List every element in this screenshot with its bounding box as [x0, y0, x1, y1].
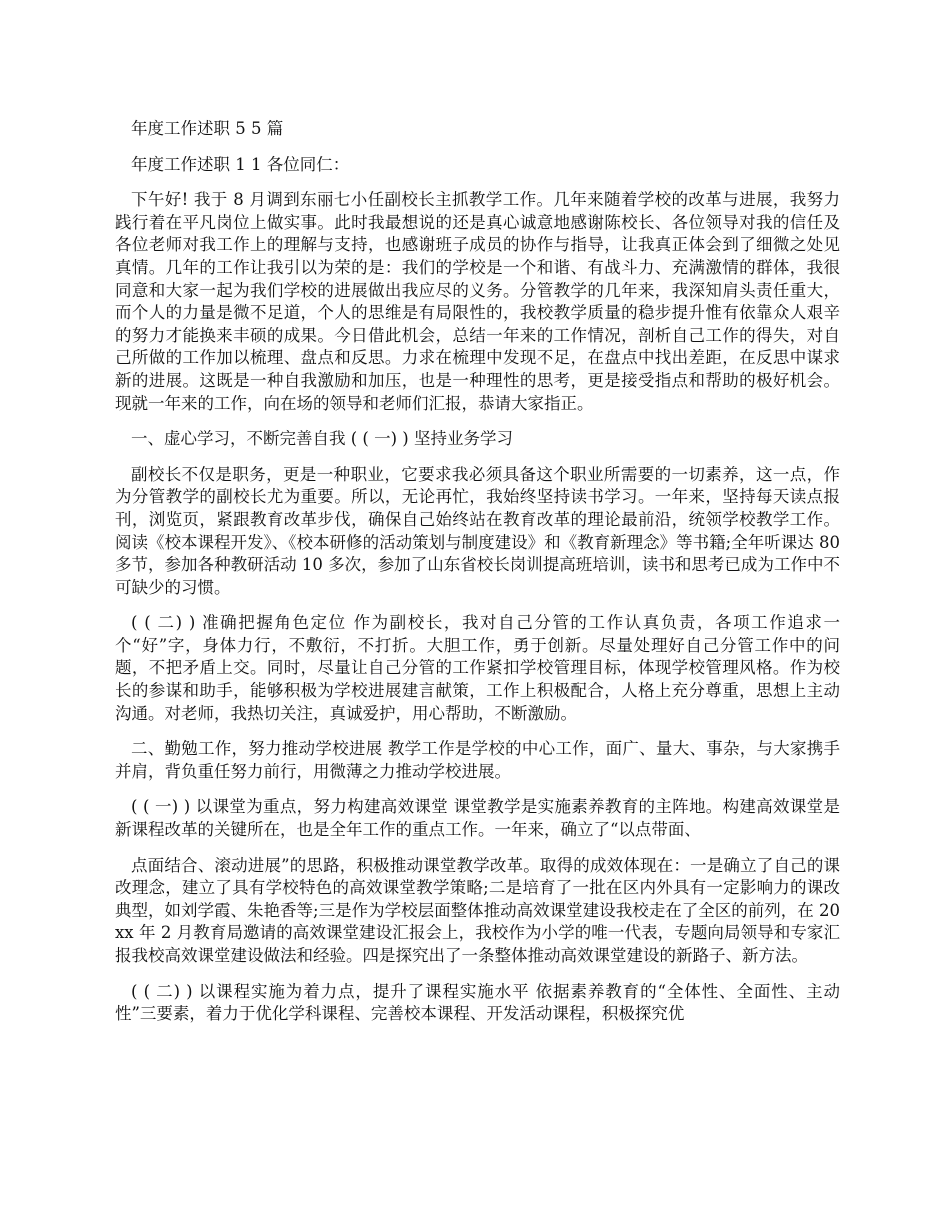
- intro-paragraph: 下午好! 我于 8 月调到东丽七小任副校长主抓教学工作。几年来随着学校的改革与进展，我努力践行着在平凡岗位上做实事。此时我最想说的还是真心诚意地感谢陈校长、各位领导对我的信任及各位老师对我工作上的理解与支持，也感谢班子成员的协作与指导，让我真正体会到了细微之处见真情。几年的工作让我引以为荣的是：我们的学校是一个和谐、有战斗力、充满激情的群体，我很同意和大家一起为我们学校的进展做出我应尽的义务。分管教学的几年来，我深知肩头责任重大，而个人的力量是微不足道，个人的思维是有局限性的，我校教学质量的稳步提升惟有依靠众人艰辛的努力才能换来丰硕的成果。今日借此机会，总结一年来的工作情况，剖析自己工作的得失，对自己所做的工作加以梳理、盘点和反思。力求在梳理中发现不足，在盘点中找出差距，在反思中谋求新的进展。这既是一种自我激励和加压，也是一种理性的思考，更是接受指点和帮助的极好机会。现就一年来的工作，向在场的领导和老师们汇报，恭请大家指正。: [115, 190, 840, 413]
- document-page: [115, 118, 840, 1026]
- classroom-paragraph: ( ( 一) ) 以课堂为重点，努力构建高效课堂 课堂教学是实施素养教育的主阵地。构建高效课堂是新课程改革的关键所在，也是全年工作的重点工作。一年来，确立了“以点带面、: [115, 797, 840, 840]
- document-title: 年度工作述职 5 5 篇: [131, 119, 284, 138]
- results-paragraph: 点面结合、滚动进展”的思路，积极推动课堂教学改革。取得的成效体现在：一是确立了自己的课改理念，建立了具有学校特色的高效课堂教学策略;二是培育了一批在区内外具有一定影响力的课改典型，如刘学霞、朱艳香等;三是作为学校层面整体推动高效课堂建设我校走在了全区的前列，在 20xx 年 2 月教育局邀请的高效课堂建设汇报会上，我校作为小学的唯一代表，专题向局领导和专家汇报我校高效课堂建设做法和经验。四是探究出了一条整体推动高效课堂建设的新路子、新方法。: [115, 855, 840, 965]
- section-heading-1: 一、虚心学习，不断完善自我 ( ( 一) ) 坚持业务学习: [131, 429, 513, 449]
- curriculum-paragraph: ( ( 二) ) 以课程实施为着力点，提升了课程实施水平 依据素养教育的“全体性、全面性、主动性”三要素，着力于优化学科课程、完善校本课程、开发活动课程，积极探究优: [115, 981, 840, 1024]
- section-heading-2-paragraph: 二、勤勉工作，努力推动学校进展 教学工作是学校的中心工作，面广、量大、事杂，与大家携手并肩，背负重任努力前行，用微薄之力推动学校进展。: [115, 739, 840, 781]
- study-paragraph: 副校长不仅是职务，更是一种职业，它要求我必须具备这个职业所需要的一切素养，这一点，作为分管教学的副校长尤为重要。所以，无论再忙，我始终坚持读书学习。一年来，坚持每天读点报刊，浏览页，紧跟教育改革步伐，确保自己始终站在教育改革的理论最前沿，统领学校教学工作。阅读《校本课程开发》、《校本研修的活动策划与制度建设》和《教育新理念》等书籍;全年听课达 80 多节，参加各种教研活动 10 多次，参加了山东省校长岗训提高班培训，读书和思考已成为工作中不可缺少的习惯。: [115, 464, 840, 597]
- role-paragraph: ( ( 二) ) 准确把握角色定位 作为副校长，我对自己分管的工作认真负责，各项工作追求一个“好”字，身体力行，不敷衍，不打折。大胆工作，勇于创新。尽量处理好自己分管工作中的问题，不把矛盾上交。同时，尽量让自己分管的工作紧扣学校管理目标，体现学校管理风格。作为校长的参谋和助手，能够积极为学校进展建言献策，工作上积极配合，人格上充分尊重，思想上主动沟通。对老师，我热切关注，真诚爱护，用心帮助，不断激励。: [115, 613, 840, 723]
- greeting-line: 年度工作述职 1 1 各位同仁：: [131, 154, 350, 174]
